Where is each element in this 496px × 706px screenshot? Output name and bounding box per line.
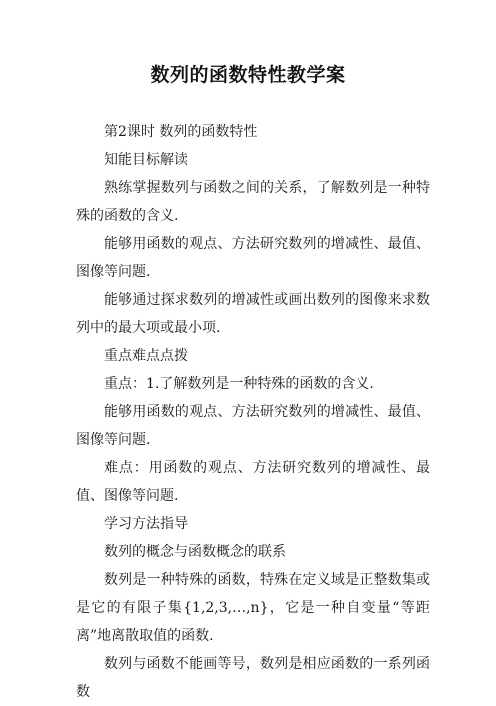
paragraph: 能够用函数的观点、方法研究数列的增减性、最值、图像等问题. [76,404,430,448]
paragraph: 数列的概念与函数概念的联系 [104,544,286,560]
paragraph: 难点：用函数的观点、方法研究数列的增减性、最值、图像等问题. [76,460,430,504]
section-heading-methods: 学习方法指导 [104,516,188,532]
paragraph: 数列与函数不能画等号，数列是相应函数的一系列函数 [76,656,430,700]
section-heading-key-points: 重点难点点拨 [104,348,188,364]
paragraph: 重点：1.了解数列是一种特殊的函数的含义. [104,376,374,392]
lesson-heading: 第2课时 数列的函数特性 [104,124,258,140]
document-body [76,118,430,706]
paragraph: 能够用函数的观点、方法研究数列的增减性、最值、图像等问题. [76,236,430,280]
document-title: 数列的函数特性教学案 [150,64,346,86]
paragraph: 数列是一种特殊的函数，特殊在定义域是正整数集或是它的有限子集{1,2,3,…,n}，它是一种自变量“等距离”地离散取值的函数. [76,572,430,644]
section-heading-objectives: 知能目标解读 [104,152,188,168]
paragraph: 能够通过探求数列的增减性或画出数列的图像来求数列中的最大项或最小项. [76,292,430,336]
paragraph: 熟练掌握数列与函数之间的关系，了解数列是一种特殊的函数的含义. [76,180,430,224]
